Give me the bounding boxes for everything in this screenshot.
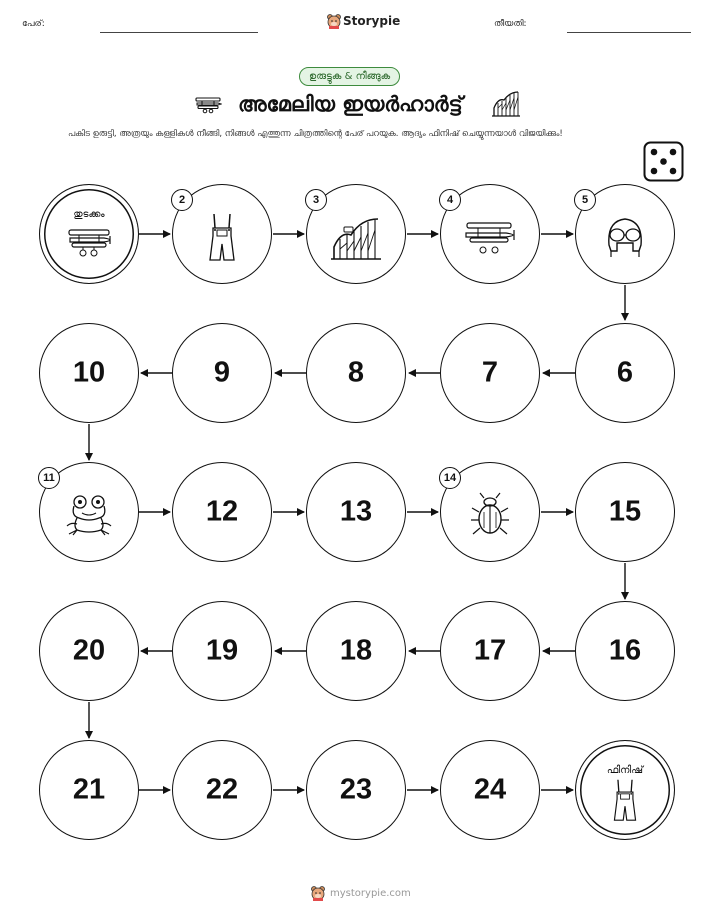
board-cell-2[interactable] bbox=[172, 184, 272, 284]
board-cell-6[interactable] bbox=[575, 323, 675, 423]
board-cell-21[interactable] bbox=[39, 740, 139, 840]
finish-label: ഫിനിഷ് bbox=[606, 765, 644, 776]
page-title: അമേലിയ ഇയർഹാർട്ട് bbox=[238, 92, 463, 116]
board-cell-11[interactable] bbox=[39, 462, 139, 562]
board-cell-18[interactable] bbox=[306, 601, 406, 701]
frog-icon bbox=[65, 494, 113, 540]
aviator-helmet-icon bbox=[603, 215, 647, 263]
board-cell-17[interactable] bbox=[440, 601, 540, 701]
cell-number: 17 bbox=[473, 634, 507, 667]
cell-number: 15 bbox=[608, 495, 642, 528]
board-cell-16[interactable] bbox=[575, 601, 675, 701]
start-cell[interactable] bbox=[39, 184, 139, 284]
cell-number: 8 bbox=[347, 356, 365, 389]
board-cell-5[interactable] bbox=[575, 184, 675, 284]
board-cell-13[interactable] bbox=[306, 462, 406, 562]
board-cell-4[interactable] bbox=[440, 184, 540, 284]
board-cell-12[interactable] bbox=[172, 462, 272, 562]
board-cell-14[interactable] bbox=[440, 462, 540, 562]
cell-number: 22 bbox=[205, 773, 239, 806]
airplane-icon bbox=[464, 219, 516, 259]
cell-number: 4 bbox=[439, 189, 461, 211]
cell-number: 9 bbox=[213, 356, 231, 389]
roller-coaster-icon bbox=[331, 213, 381, 265]
board-cell-19[interactable] bbox=[172, 601, 272, 701]
cell-number: 12 bbox=[205, 495, 239, 528]
name-label: പേര്: bbox=[22, 19, 45, 29]
board-cell-9[interactable] bbox=[172, 323, 272, 423]
board-cell-20[interactable] bbox=[39, 601, 139, 701]
cell-number: 23 bbox=[339, 773, 373, 806]
board-cell-24[interactable] bbox=[440, 740, 540, 840]
cell-number: 7 bbox=[481, 356, 499, 389]
cell-number: 19 bbox=[205, 634, 239, 667]
cell-number: 14 bbox=[439, 467, 461, 489]
cell-number: 20 bbox=[72, 634, 106, 667]
board-cell-10[interactable] bbox=[39, 323, 139, 423]
cell-number: 10 bbox=[72, 356, 106, 389]
footer-site[interactable]: mystorypie.com bbox=[330, 888, 411, 899]
board-cell-22[interactable] bbox=[172, 740, 272, 840]
cell-number: 13 bbox=[339, 495, 373, 528]
instructions: പകിട ഉരുട്ടി, അത്രയും കള്ളികൾ നീങ്ങി, നിങ്ങൾ എത്തുന്ന ചിത്രത്തിന്റെ പേര് പറയുക. ആദ്യം ഫിനിഷ് ചെയ്യുന്നയാൾ വിജയിക്കും! bbox=[68, 129, 563, 139]
brand-name: Storypie bbox=[343, 14, 401, 28]
overalls-icon bbox=[206, 212, 238, 266]
date-label: തീയതി: bbox=[494, 19, 527, 29]
cell-number: 21 bbox=[72, 773, 106, 806]
cell-number: 6 bbox=[616, 356, 634, 389]
cell-number: 24 bbox=[473, 773, 507, 806]
bear-icon bbox=[310, 885, 326, 901]
finish-cell[interactable] bbox=[575, 740, 675, 840]
cell-number: 3 bbox=[305, 189, 327, 211]
board-cell-23[interactable] bbox=[306, 740, 406, 840]
board-cell-8[interactable] bbox=[306, 323, 406, 423]
cell-number: 16 bbox=[608, 634, 642, 667]
cell-number: 11 bbox=[38, 467, 60, 489]
start-label: തുടക്കം bbox=[73, 209, 105, 220]
overalls-icon bbox=[610, 778, 640, 826]
board-cell-3[interactable] bbox=[306, 184, 406, 284]
cell-number: 2 bbox=[171, 189, 193, 211]
activity-badge: ഉരുട്ടുക & നീങ്ങുക bbox=[299, 67, 400, 86]
cell-number: 18 bbox=[339, 634, 373, 667]
airplane-icon bbox=[66, 226, 112, 262]
board-cell-7[interactable] bbox=[440, 323, 540, 423]
board-cell-15[interactable] bbox=[575, 462, 675, 562]
cell-number: 5 bbox=[574, 189, 596, 211]
beetle-icon bbox=[470, 492, 510, 542]
